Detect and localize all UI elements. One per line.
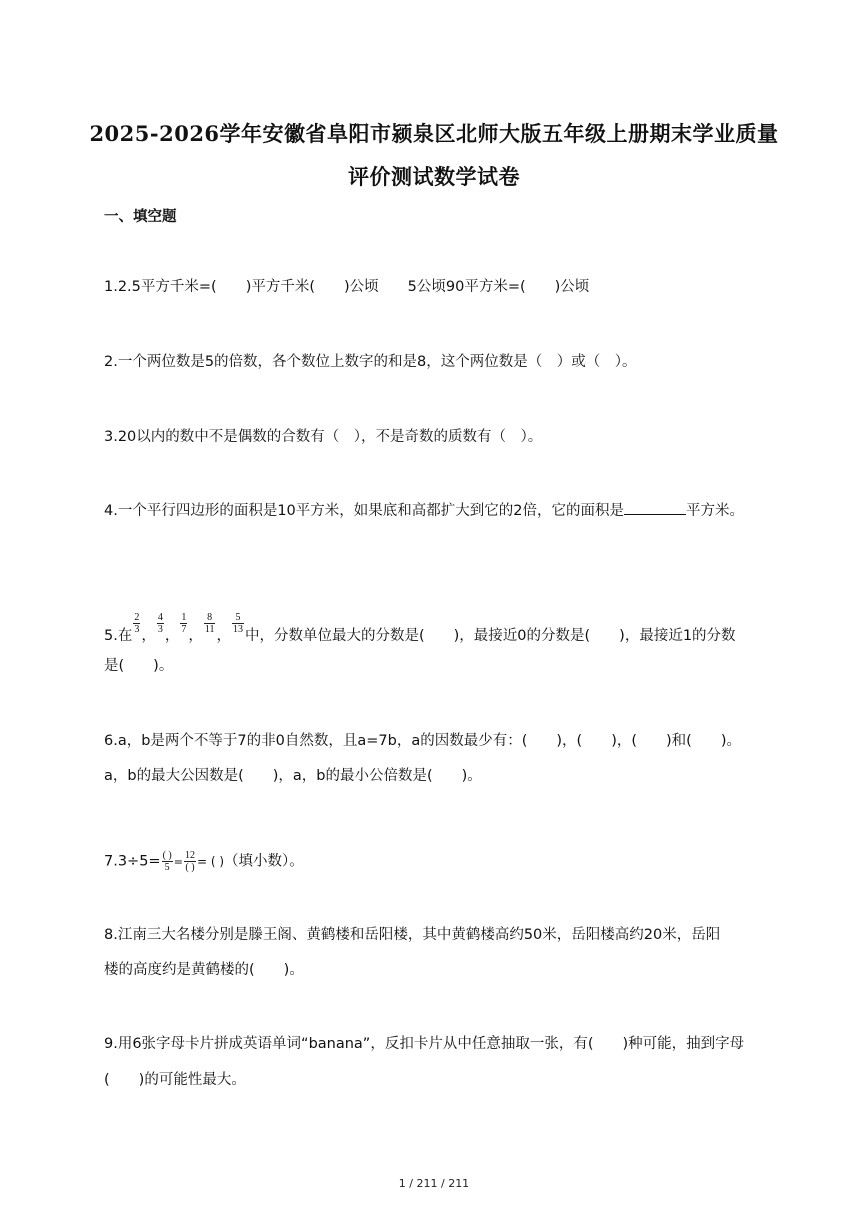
fraction-5-13: $\frac{5}{13}$ xyxy=(232,612,243,635)
doc-title-line2: 评价测试数学试卷 xyxy=(348,164,520,189)
question-9-line2: ( )的可能性最大。 xyxy=(104,1072,246,1088)
question-5-text: 中，分数单位最大的分数是( )，最接近0的分数是( )，最接近1的分数 xyxy=(244,628,736,644)
question-6-line2: a，b的最大公因数是( )，a，b的最小公倍数是( )。 xyxy=(104,768,482,784)
question-8-line2: 楼的高度约是黄鹤楼的( )。 xyxy=(104,962,304,978)
answer-blank-line xyxy=(624,500,686,515)
doc-title-line1: 2025-2026学年安徽省阜阳市颍泉区北师大版五年级上册期末学业质量 xyxy=(89,121,779,146)
fraction-12-over-blank: $\frac{12}{( )}$ xyxy=(184,850,195,873)
question-4-text: 4.一个平行四边形的面积是10平方米，如果底和高都扩大到它的2倍，它的面积是 xyxy=(104,503,625,519)
question-8-line1: 8.江南三大名楼分别是滕王阁、黄鹤楼和岳阳楼，其中黄鹤楼高约50米，岳阳楼高约20米，岳阳 xyxy=(104,927,721,943)
question-7-note: （填小数）。 xyxy=(224,853,304,870)
question-5: 5.在 $\frac{2}{3}$ ， $\frac{4}{3}$ ， $\frac{1}{7}$ ， $\frac{8}{11}$ ， $\frac{5}{13}$ 中，分数单位最大的分数是( )，最接近0的分数是( )，最接近1的分数 xyxy=(104,612,736,644)
section-heading-fill-blank: 一、填空题 xyxy=(104,209,177,225)
question-5-line2: 是( )。 xyxy=(104,658,174,674)
question-9-line1: 9.用6张字母卡片拼成英语单词“banana”，反扣卡片从中任意抽取一张，有( )种可能，抽到字母 xyxy=(104,1036,745,1052)
question-7-lead: 7.3÷5= xyxy=(104,853,161,870)
question-2: 2.一个两位数是5的倍数，各个数位上数字的和是8，这个两位数是（ ）或（ ）。 xyxy=(104,354,637,370)
fraction-1-7: $\frac{1}{7}$ xyxy=(181,612,187,635)
question-6-line1: 6.a，b是两个不等于7的非0自然数，且a=7b，a的因数最少有：( )，( )，( )和( )。 xyxy=(104,733,741,749)
fraction-4-3: $\frac{4}{3}$ xyxy=(157,612,163,635)
question-3: 3.20以内的数中不是偶数的合数有（ ），不是奇数的质数有（ ）。 xyxy=(104,429,543,445)
question-7: 7.3÷5= $\frac{( )}{5}$ = $\frac{12}{( )}$ = ( )（填小数）。 xyxy=(104,850,304,873)
question-1: 1.2.5平方千米=( )平方千米( )公顷 5公顷90平方米=( )公顷 xyxy=(104,279,590,295)
fraction-blank-over-5: $\frac{( )}{5}$ xyxy=(162,850,172,873)
page-number: 1 / 211 / 211 xyxy=(398,1177,470,1190)
fraction-8-11: $\frac{8}{11}$ xyxy=(204,612,215,635)
question-5-lead: 5.在 xyxy=(104,628,133,644)
fraction-2-3: $\frac{2}{3}$ xyxy=(134,612,140,635)
question-4 xyxy=(104,500,744,521)
question-4-unit: 平方米。 xyxy=(686,503,745,519)
